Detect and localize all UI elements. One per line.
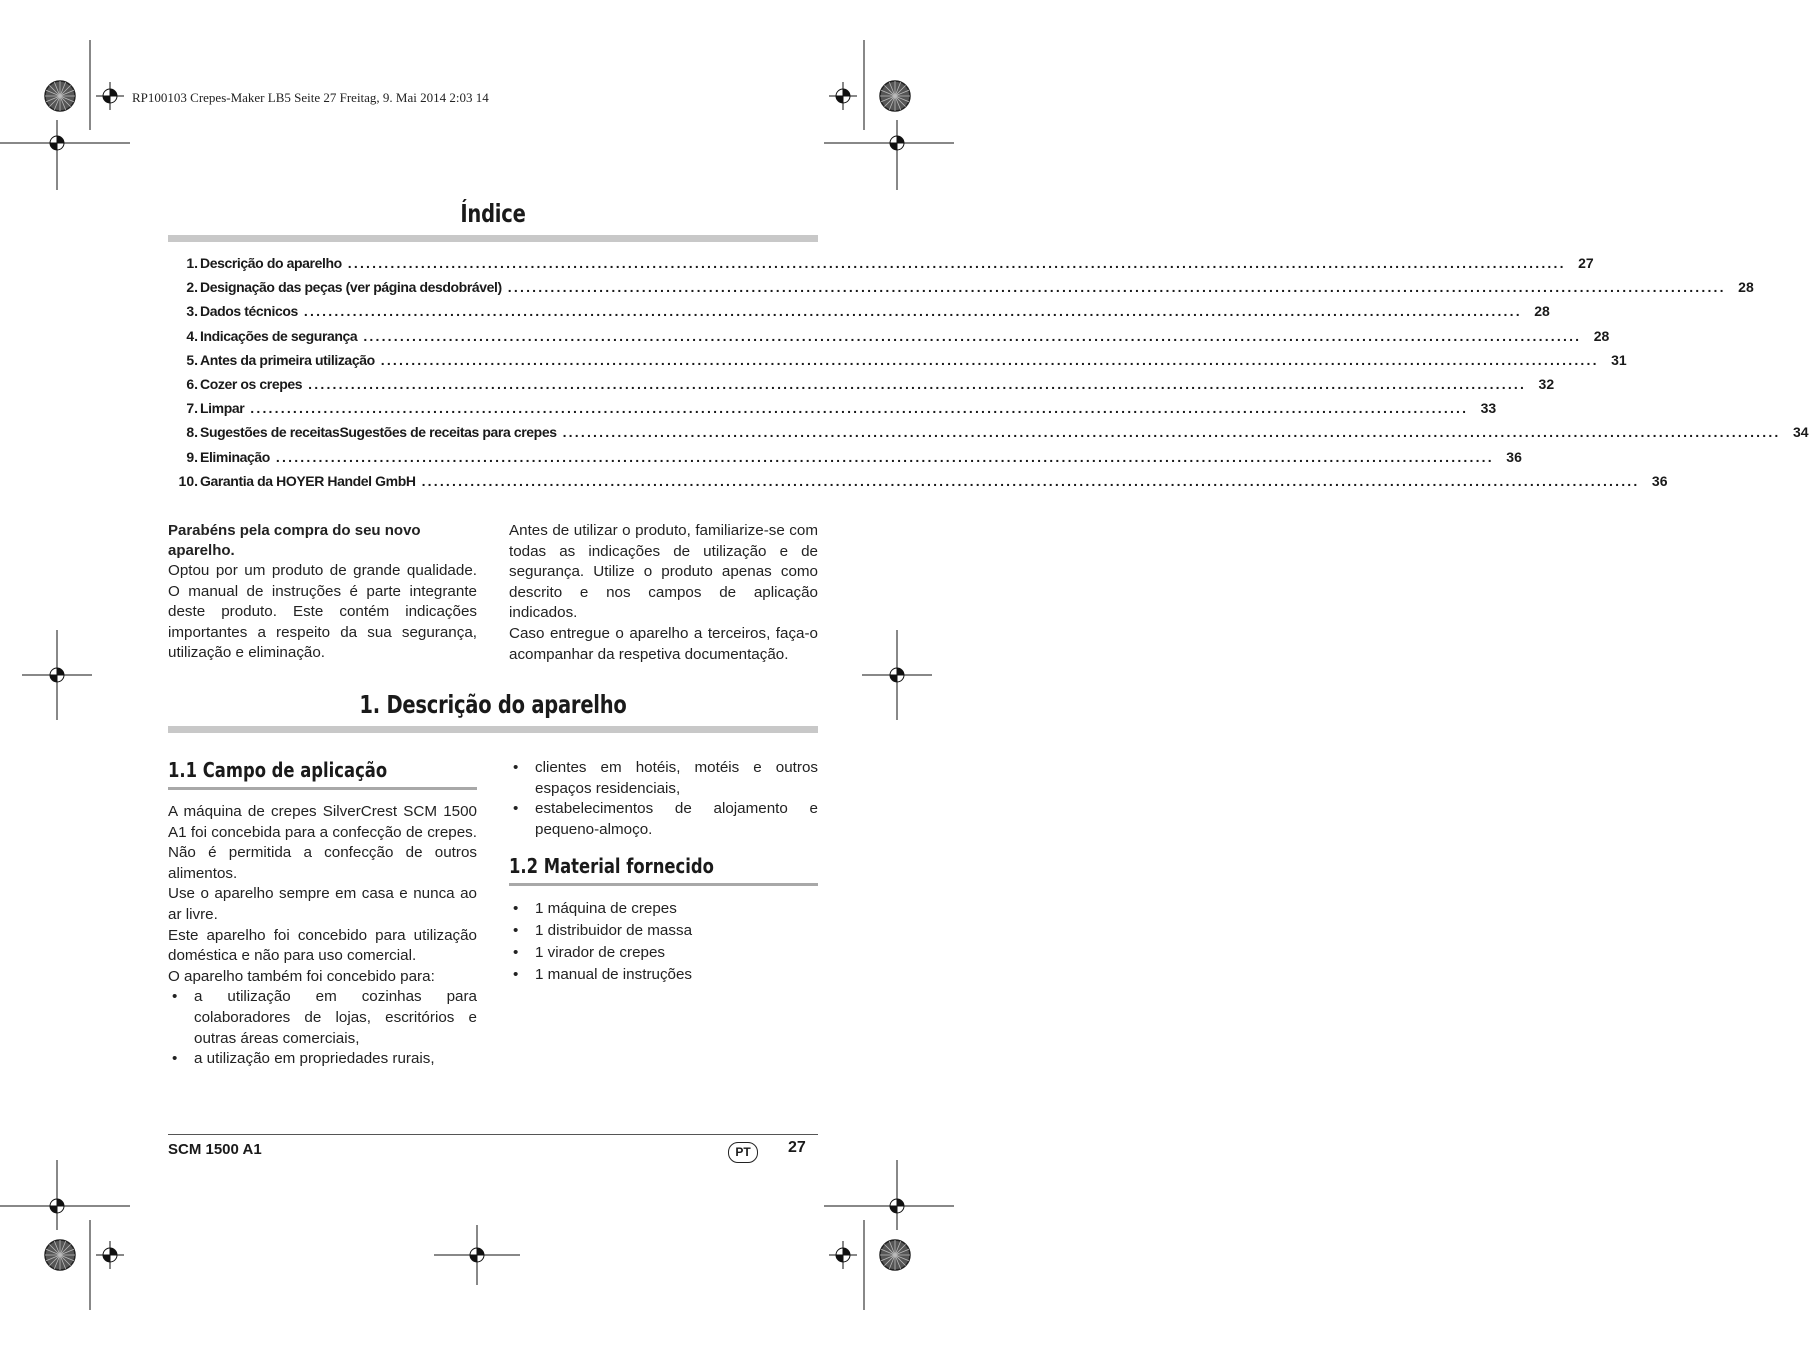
intro-right-p2: Caso entregue o aparelho a terceiros, faça-o acompanhar da respetiva documentação. xyxy=(509,624,818,663)
toc-label: Sugestões de receitasSugestões de receitas para crepes xyxy=(200,424,557,441)
toc-leader: ........................................................................................................................................................................................................ xyxy=(347,255,1566,271)
toc-number: 7. xyxy=(186,400,198,417)
toc-leader: ........................................................................................................................................................................................................ xyxy=(363,327,1582,344)
toc-label: Dados técnicos xyxy=(200,303,298,320)
toc-row xyxy=(168,472,1668,497)
list-item: • 1 máquina de crepes xyxy=(513,900,677,917)
toc-page: 28 xyxy=(1593,327,1610,344)
toc-number: 1. xyxy=(186,255,198,271)
toc-page: 28 xyxy=(1738,279,1754,296)
subsection-1-1-continued xyxy=(509,758,818,840)
toc-number: 5. xyxy=(186,351,198,368)
page-number: 27 xyxy=(788,1139,806,1156)
footer-model: SCM 1500 A1 xyxy=(168,1141,262,1158)
subsection-1-1-title: 1.1 Campo de aplicação xyxy=(168,758,388,782)
list-item: • clientes em hotéis, motéis e outros espaços residenciais, xyxy=(513,759,818,797)
toc-label: Indicações de segurança xyxy=(200,327,358,344)
toc-leader: ........................................................................................................................................................................................................ xyxy=(275,448,1494,465)
toc-number: 2. xyxy=(186,279,198,296)
list-item: • a utilização em cozinhas para colaboradores de lojas, escritórios e outras áreas comerciais, xyxy=(172,988,477,1047)
toc-number: 8. xyxy=(186,424,198,441)
toc-label: Antes da primeira utilização xyxy=(200,351,375,368)
list-item: • a utilização em propriedades rurais, xyxy=(172,1050,435,1068)
toc-leader: ........................................................................................................................................................................................................ xyxy=(250,400,1469,417)
toc-row xyxy=(168,279,1754,303)
toc-leader: ........................................................................................................................................................................................................ xyxy=(562,424,1781,441)
sub11-bullets-left xyxy=(168,987,477,1069)
toc-page: 34 xyxy=(1792,424,1809,441)
supplied-items-list xyxy=(509,898,818,986)
toc-number: 3. xyxy=(186,303,198,320)
toc-page: 27 xyxy=(1578,255,1594,271)
table-of-contents xyxy=(168,255,1809,497)
sub11-p4: O aparelho também foi concebido para: xyxy=(168,967,435,985)
footer-rule xyxy=(168,1134,818,1135)
toc-page: 31 xyxy=(1611,351,1627,368)
toc-number: 9. xyxy=(186,448,198,465)
toc-leader: ........................................................................................................................................................................................................ xyxy=(380,351,1599,368)
toc-number: 10. xyxy=(178,472,198,489)
toc-page: 36 xyxy=(1506,448,1522,465)
sub11-p1: A máquina de crepes SilverCrest SCM 1500 A1 foi concebida para a confecção de crepes. Não é permitida a confecção de outros alimentos. xyxy=(168,803,477,882)
toc-label: Descrição do aparelho xyxy=(200,255,342,271)
toc-leader: ........................................................................................................................................................................................................ xyxy=(308,375,1527,392)
toc-row xyxy=(168,424,1809,448)
toc-leader: ........................................................................................................................................................................................................ xyxy=(303,303,1522,320)
print-slug: RP100103 Crepes-Maker LB5 Seite 27 Freitag, 9. Mai 2014 2:03 14 xyxy=(132,90,489,105)
sub11-bullets-right xyxy=(509,758,818,840)
section1-title: 1. Descrição do aparelho xyxy=(359,690,627,719)
toc-row xyxy=(168,255,1594,279)
subsection-1-1-body xyxy=(168,802,477,1070)
toc-row xyxy=(168,303,1550,327)
toc-label: Garantia da HOYER Handel GmbH xyxy=(200,472,416,489)
toc-number: 6. xyxy=(186,375,198,392)
subsection-1-2-title: 1.2 Material fornecido xyxy=(509,854,714,878)
list-item: • 1 distribuidor de massa xyxy=(513,922,693,939)
intro-right-p1: Antes de utilizar o produto, familiarize-se com todas as indicações de utilização e de segurança. Utilize o produto apenas como descrito e nos campos de aplicação indicados. xyxy=(509,522,818,622)
intro-left-text: Optou por um produto de grande qualidade. O manual de instruções é parte integrante deste produto. Este contém indicações importantes a respeito da sua segurança, utilização e eliminação. xyxy=(168,562,477,662)
toc-row xyxy=(168,400,1497,424)
toc-page: 28 xyxy=(1534,303,1550,320)
sub11-p3: Este aparelho foi concebido para utilização doméstica e não para uso comercial. xyxy=(168,926,477,965)
index-title: Índice xyxy=(460,199,526,228)
toc-label: Limpar xyxy=(200,400,245,417)
subsection-1-1-rule xyxy=(168,787,477,790)
intro-left xyxy=(168,521,477,664)
toc-label: Eliminação xyxy=(200,448,270,465)
toc-label: Cozer os crepes xyxy=(200,375,303,392)
toc-label: Designação das peças (ver página desdobrável) xyxy=(200,279,502,296)
subsection-1-2-body xyxy=(509,898,818,986)
section1-title-rule xyxy=(168,726,818,733)
list-item: • estabelecimentos de alojamento e pequeno-almoço. xyxy=(513,800,818,838)
index-title-rule xyxy=(168,235,818,242)
toc-row xyxy=(168,448,1522,473)
toc-leader: ........................................................................................................................................................................................................ xyxy=(421,472,1640,489)
toc-row xyxy=(168,351,1627,376)
toc-page: 32 xyxy=(1538,375,1555,392)
toc-row xyxy=(168,375,1555,400)
subsection-1-2-rule xyxy=(509,883,818,886)
toc-row xyxy=(168,327,1610,352)
intro-right xyxy=(509,521,818,665)
intro-heading: Parabéns pela compra do seu novo aparelho. xyxy=(168,522,421,559)
toc-page: 33 xyxy=(1480,400,1497,417)
list-item: • 1 manual de instruções xyxy=(513,966,693,983)
toc-page: 36 xyxy=(1651,472,1668,489)
list-item: • 1 virador de crepes xyxy=(513,944,666,961)
sub11-p2: Use o aparelho sempre em casa e nunca ao ar livre. xyxy=(168,885,477,923)
toc-number: 4. xyxy=(186,327,198,344)
toc-leader: ........................................................................................................................................................................................................ xyxy=(507,279,1726,296)
language-badge: PT xyxy=(728,1142,758,1163)
